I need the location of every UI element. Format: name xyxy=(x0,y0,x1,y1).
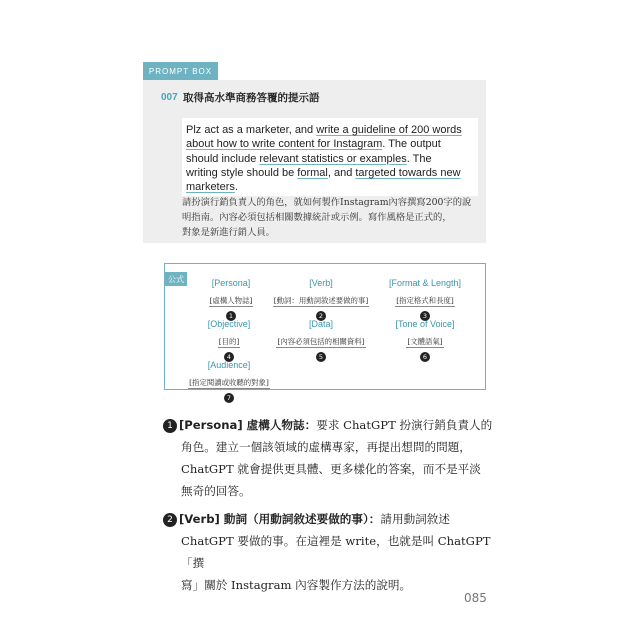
formula-number-badge: 2 xyxy=(316,311,326,321)
formula-tag: 公式 xyxy=(165,272,187,286)
explanation-verb xyxy=(163,508,493,596)
prompt-zh-line: 請扮演行銷負責人的角色，就如何製作Instagram內容撰寫200字的說 xyxy=(182,197,472,208)
number-badge: 1 xyxy=(163,419,177,433)
prompt-en-text: Plz act as a marketer, and xyxy=(186,124,317,136)
formula-label: [Audience] xyxy=(207,360,251,370)
prompt-en-underlined: targeted towards new xyxy=(355,166,461,179)
formula-item-tone-of-voice xyxy=(375,319,475,362)
explanation-line: ChatGPT 要做的事。在這裡是 write，也就是叫 ChatGPT「撰 xyxy=(181,534,491,570)
explanation-persona xyxy=(163,414,493,502)
explanation-line: ChatGPT 就會提供更具體、更多樣化的答案，而不是平淡 xyxy=(181,462,481,476)
explanation-line: 寫」關於 Instagram 內容製作方法的說明。 xyxy=(181,578,412,592)
formula-label: [Objective] xyxy=(207,319,251,329)
formula-desc: [虛構人物誌] xyxy=(209,296,253,305)
prompt-en-underlined: marketers xyxy=(186,181,235,194)
prompt-en-underlined: relevant statistics or examples xyxy=(259,152,407,165)
explanation-text: 請用動詞敘述 xyxy=(380,512,450,526)
formula-item-audience xyxy=(179,360,279,403)
formula-desc: [內容必須包括的相關資料] xyxy=(277,337,365,346)
prompt-zh-line: 明指南。內容必須包括相關數據統計或示例。寫作風格是正式的， xyxy=(182,212,452,223)
page-number: 085 xyxy=(464,591,487,605)
prompt-zh-line: 對象是新進行銷人員。 xyxy=(182,227,275,238)
formula-number-badge: 6 xyxy=(420,352,430,362)
prompt-number: 007 xyxy=(161,92,178,103)
prompt-en-underlined: about how to write content for Instagram xyxy=(186,138,383,151)
prompt-en-underlined: write a guideline of 200 words xyxy=(316,124,462,136)
explanation-line: 角色。建立一個該領域的虛構專家，再提出想問的問題， xyxy=(181,440,471,454)
formula-number-badge: 5 xyxy=(316,352,326,362)
formula-label: [Data] xyxy=(308,319,333,329)
prompt-en-text: writing style should be xyxy=(186,166,298,179)
prompt-en-text: . The xyxy=(406,152,432,165)
prompt-box xyxy=(143,80,486,243)
formula-item-format-length xyxy=(370,278,480,321)
explanation-lead: [Verb] 動詞（用動詞敘述要做的事）： xyxy=(179,512,381,526)
formula-label: [Persona] xyxy=(211,278,251,288)
formula-label: [Format & Length] xyxy=(388,278,462,288)
formula-item-verb xyxy=(256,278,386,321)
prompt-box-tab: PROMPT BOX xyxy=(143,62,218,80)
prompt-english-text xyxy=(186,123,486,194)
formula-desc: [動詞：用動詞敘述要做的事] xyxy=(273,296,369,305)
formula-desc: [指定格式和長度] xyxy=(396,296,454,305)
formula-label: [Verb] xyxy=(309,278,333,288)
formula-number-badge: 3 xyxy=(420,311,430,321)
formula-desc: [文體語氣] xyxy=(407,337,443,346)
prompt-en-text: . xyxy=(234,181,238,194)
prompt-en-text: , and xyxy=(327,166,356,179)
prompt-en-text: . The output xyxy=(382,138,441,151)
explanation-text: 要求 ChatGPT 扮演行銷負責人的 xyxy=(316,418,493,432)
number-badge: 2 xyxy=(163,513,177,527)
formula-desc: [指定閱讀或收聽的對象] xyxy=(189,378,269,387)
formula-desc: [目的] xyxy=(218,337,240,346)
prompt-title: 取得高水準商務答覆的提示語 xyxy=(183,92,320,104)
formula-box xyxy=(164,263,486,402)
formula-number-badge: 4 xyxy=(224,352,234,362)
prompt-chinese-text xyxy=(182,195,480,240)
explanation-lead: [Persona] 虛構人物誌： xyxy=(179,418,317,432)
formula-number-badge: 7 xyxy=(224,393,234,403)
formula-label: [Tone of Voice] xyxy=(395,319,455,329)
formula-item-data xyxy=(261,319,381,362)
formula-number-badge: 1 xyxy=(226,311,236,321)
prompt-en-underlined: formal xyxy=(297,166,328,179)
explanation-line: 無奇的回答。 xyxy=(181,484,251,498)
prompt-en-text: should include xyxy=(186,152,260,165)
